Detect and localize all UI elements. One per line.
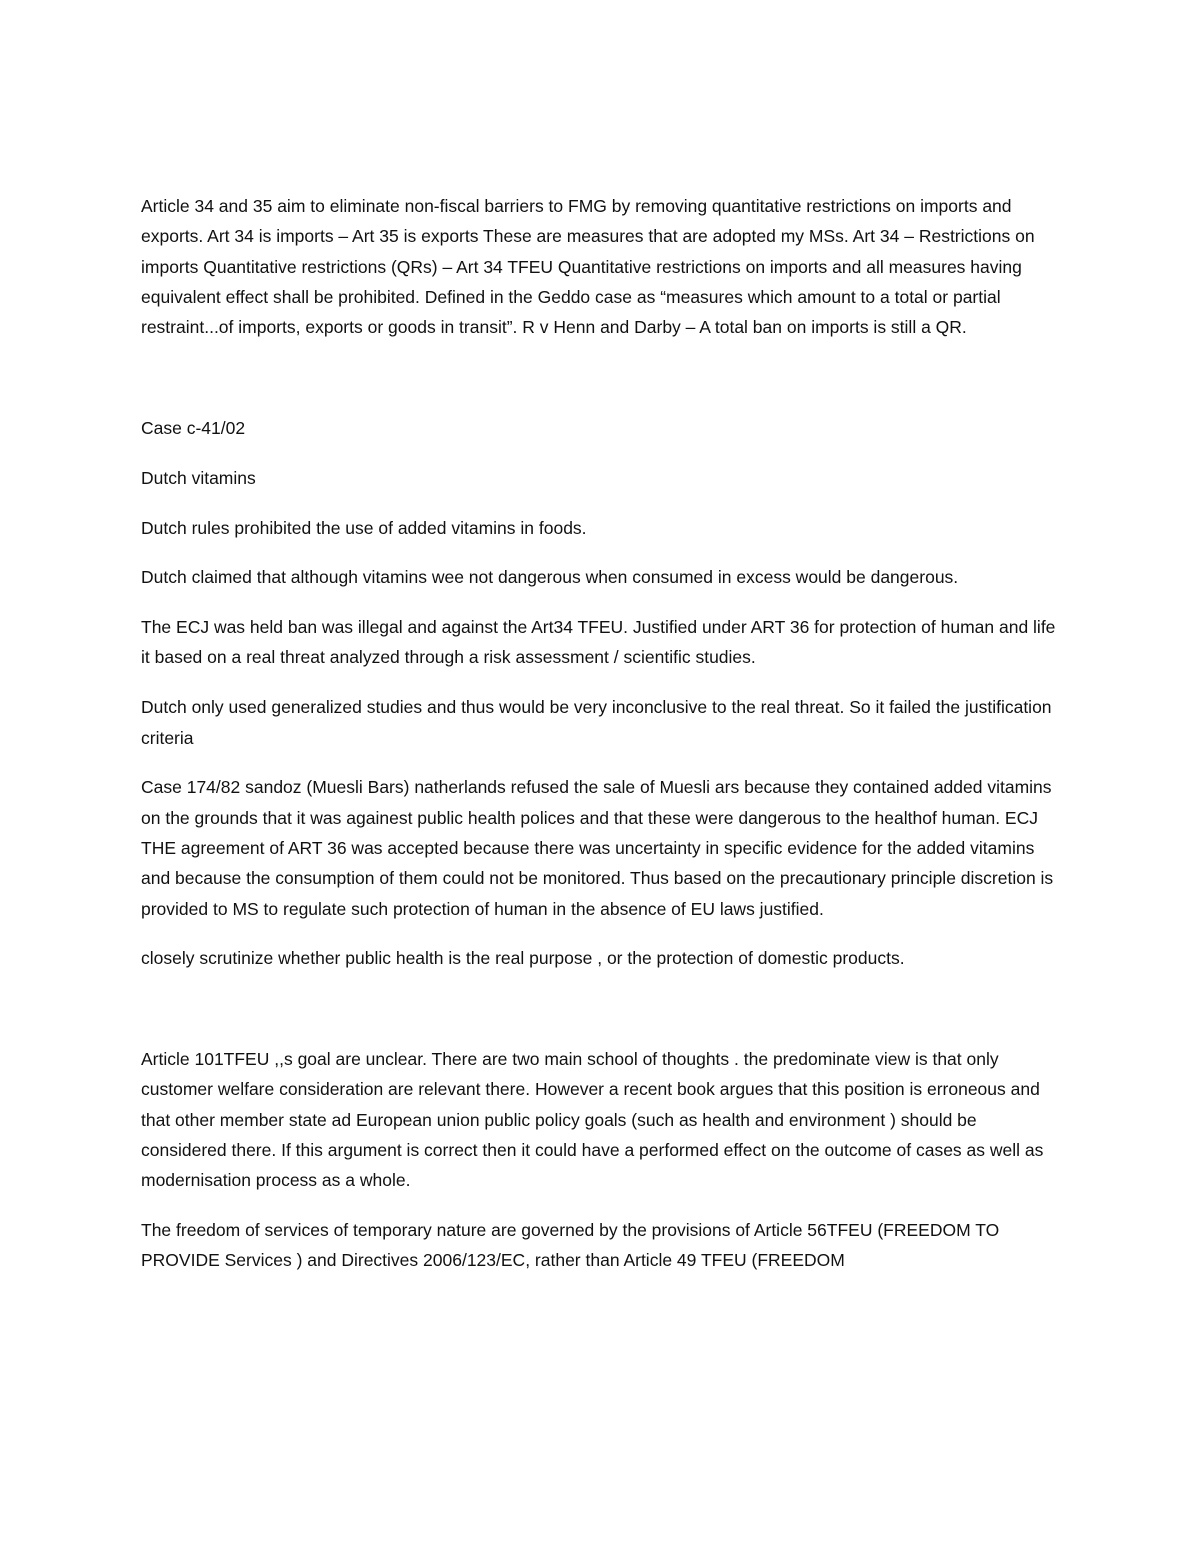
paragraph-spacer <box>141 1025 1061 1045</box>
paragraph-case-174-82: Case 174/82 sandoz (Muesli Bars) natherlands refused the sale of Muesli ars because they contained added vitamins on the grounds that it was againest public health polices and that these were dangerous to the healthof human. ECJ THE agreement of ART 36 was accepted because there was uncertainty in specific evidence for the added vitamins and because the consumption of them could not be monitored. Thus based on the precautionary principle discretion is provided to MS to regulate such protection of human in the absence of EU laws justified. <box>141 777 1054 919</box>
paragraph-dutch-studies: Dutch only used generalized studies and thus would be very inconclusive to the real threat. So it failed the justification criteria <box>141 697 1052 748</box>
paragraph-spacer <box>141 393 1061 413</box>
paragraph-spacer <box>141 1196 1061 1216</box>
paragraph-ecj-held: The ECJ was held ban was illegal and against the Art34 TFEU. Justified under ART 36 for protection of human and life it based on a real threat analyzed through a risk assessment / scientific studies. <box>141 617 1056 668</box>
paragraph-spacer <box>141 443 1061 463</box>
paragraph-article-34-35: Article 34 and 35 aim to eliminate non-fiscal barriers to FMG by removing quantitative restrictions on imports and exports. Art 34 is imports – Art 35 is exports These are measures that are adopted my MSs. Art 34 – Restrictions on imports Quantitative restrictions (QRs) – Art 34 TFEU Quantitative restrictions on imports and all measures having equivalent effect shall be prohibited. Defined in the Geddo case as “measures which amount to a total or partial restraint...of imports, exports or goods in transit”. R v Henn and Darby – A total ban on imports is still a QR. <box>141 196 1035 338</box>
paragraph-spacer <box>141 593 1061 613</box>
paragraph-spacer <box>141 753 1061 773</box>
paragraph-spacer <box>141 342 1061 393</box>
paragraph-spacer <box>141 673 1061 693</box>
paragraph-dutch-rules: Dutch rules prohibited the use of added vitamins in foods. <box>141 517 587 538</box>
paragraph-dutch-claimed: Dutch claimed that although vitamins wee not dangerous when consumed in excess would be dangerous. <box>141 567 959 588</box>
paragraph-spacer <box>141 924 1061 944</box>
paragraph-closely-scrutinize: closely scrutinize whether public health is the real purpose , or the protection of domestic products. <box>141 948 905 969</box>
document-body <box>141 191 1061 1276</box>
paragraph-article-101: Article 101TFEU ,,s goal are unclear. There are two main school of thoughts . the predominate view is that only customer welfare consideration are relevant there. However a recent book argues that this position is erroneous and that other member state ad European union public policy goals (such as health and environment ) should be considered there. If this argument is correct then it could have a performed effect on the outcome of cases as well as modernisation process as a whole. <box>141 1049 1044 1191</box>
paragraph-case-c-41-02: Case c-41/02 <box>141 417 246 438</box>
paragraph-spacer <box>141 493 1061 513</box>
paragraph-spacer <box>141 543 1061 563</box>
paragraph-spacer <box>141 974 1061 1025</box>
paragraph-dutch-vitamins: Dutch vitamins <box>141 467 256 488</box>
paragraph-freedom-of-services: The freedom of services of temporary nature are governed by the provisions of Article 56TFEU (FREEDOM TO PROVIDE Services ) and Directives 2006/123/EC, rather than Article 49 TFEU (FREEDOM <box>141 1220 1000 1271</box>
